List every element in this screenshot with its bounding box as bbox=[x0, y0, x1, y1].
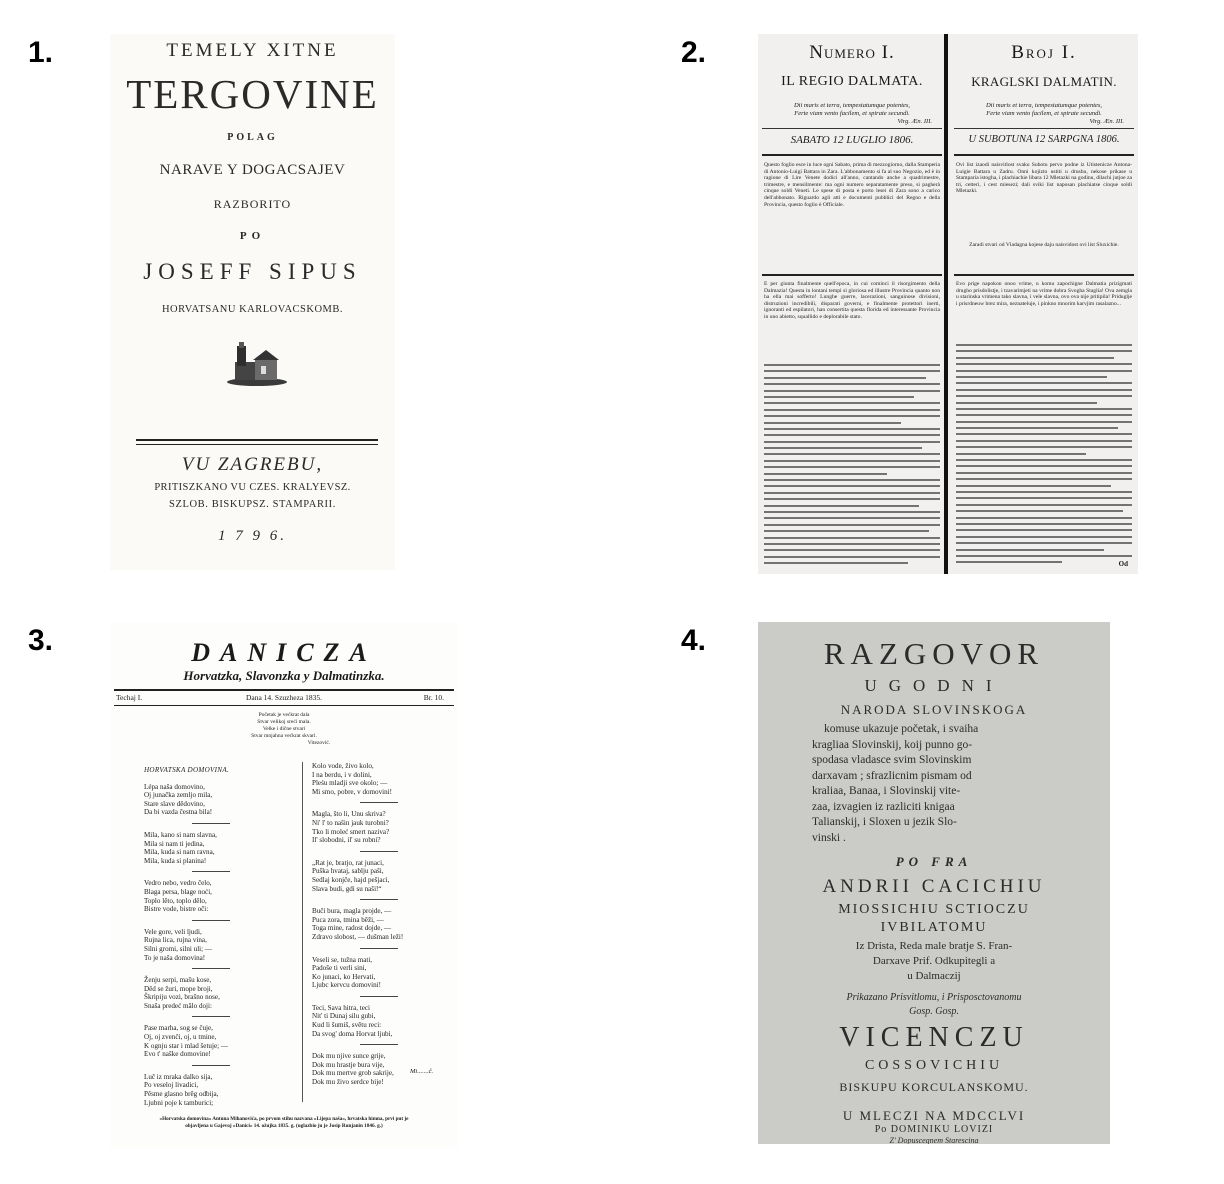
line-razborito: RAZBORITO bbox=[213, 197, 292, 211]
stanza-divider bbox=[360, 1044, 398, 1045]
poem-line: Dok mu njive sunce grije, bbox=[312, 1052, 386, 1061]
column-separator bbox=[944, 34, 948, 574]
poem-line: Slava budi, gdi su naši!“ bbox=[312, 884, 382, 893]
column-croatian bbox=[950, 34, 1138, 574]
stanza-divider bbox=[192, 823, 230, 824]
catchword: Od bbox=[1118, 560, 1128, 568]
body-line: kragliaa Slovinskij, koij punno go- bbox=[812, 738, 973, 751]
motto-source: Virg. Æn. III. bbox=[897, 118, 932, 125]
article-text-body bbox=[764, 364, 940, 569]
poem-stanza bbox=[312, 762, 403, 796]
author-name: JOSEFF SIPUS bbox=[143, 259, 362, 284]
poem-line: Rujna lica, rujna vina, bbox=[144, 936, 207, 945]
numero-heading: Numero I. bbox=[809, 42, 895, 63]
issue-date: Dana 14. Szuzheza 1835. bbox=[245, 693, 322, 702]
title-danicza: DANICZA bbox=[191, 638, 377, 667]
poem-line: Pěsme glasno brěg odbija, bbox=[144, 1090, 219, 1099]
poem-line: Sedlaj konjče, hajd pešjaci, bbox=[312, 875, 390, 884]
printers-emblem-icon bbox=[225, 340, 289, 388]
imprint-line-3: Z' Dopuscegnem Starescina bbox=[889, 1136, 979, 1144]
poem-column-right bbox=[312, 762, 403, 1093]
line-po: PO bbox=[239, 230, 266, 242]
stanza-divider bbox=[360, 851, 398, 852]
poem-line: Ljubni poje k tamburici; bbox=[144, 1098, 214, 1107]
divider-thin bbox=[136, 444, 378, 445]
figure-number-2: 2. bbox=[681, 36, 707, 69]
stanza-divider bbox=[192, 1016, 230, 1017]
title-page-razgovor bbox=[758, 622, 1110, 1144]
stanza-divider bbox=[360, 948, 398, 949]
poem-title: HORVATSKA DOMOVINA. bbox=[144, 766, 230, 774]
poem-line: Silni gromi, silni uli; — bbox=[144, 944, 212, 953]
rule-section bbox=[762, 274, 942, 276]
poem-stanza bbox=[144, 831, 230, 865]
poem-line: Lépa naša domovino, bbox=[144, 782, 205, 791]
subtitle-danicza: Horvatzka, Slavonzka y Dalmatinzka. bbox=[183, 668, 385, 683]
poem-line: Mila, kuda si planina! bbox=[144, 856, 207, 865]
poem-line: Da svog' doma Horvat ljubi, bbox=[312, 1029, 393, 1038]
poem-stanza bbox=[312, 956, 403, 990]
poem-line: Oj junačka zemljo mila, bbox=[144, 791, 213, 800]
line-ugodni: UGODNI bbox=[864, 676, 1004, 695]
epigraph bbox=[110, 712, 458, 747]
article-text-body-right bbox=[956, 344, 1132, 568]
issue-date-right: U SUBOTUNA 12 SARPGNA 1806. bbox=[968, 134, 1120, 145]
poem-line: To je naša domovina! bbox=[144, 953, 206, 962]
line-horvatsanu: HORVATSANU KARLOVACSKOMB. bbox=[161, 304, 344, 315]
motto-line-1: Dii maris et terra, tempestatumque potentes, bbox=[793, 102, 911, 109]
epigraph-line: Početak je većkrat dala bbox=[258, 712, 310, 718]
poem-stanza bbox=[312, 810, 403, 844]
dedication-line-2: Gosp. Gosp. bbox=[909, 1006, 959, 1017]
body-line: komuse ukazuje početak, i svaiha bbox=[824, 723, 979, 735]
figure-number-1: 1. bbox=[28, 36, 54, 69]
line-naroda-slovinskoga: NARODA SLOVINSKOGA bbox=[840, 702, 1028, 717]
poem-line: K ognju star i mlad šetuje; — bbox=[144, 1041, 228, 1050]
rule-above-date-right bbox=[954, 128, 1134, 129]
issue-volume: Techaj I. bbox=[116, 693, 143, 702]
divider-thick bbox=[136, 439, 378, 441]
author-ivbilatomu: IVBILATOMU bbox=[880, 920, 988, 935]
order-line-3: u Dalmaczij bbox=[907, 970, 961, 982]
author-cacichiu: ANDRII CACICHIU bbox=[822, 876, 1046, 897]
poem-line: Magla, što li, Unu skriva? bbox=[312, 810, 386, 819]
stanza-divider bbox=[192, 1065, 230, 1066]
poem-line: I na berdu, i v dolini, bbox=[312, 770, 372, 779]
year: 1 7 9 6. bbox=[218, 528, 287, 544]
imprint-line-2: Po DOMINIKU LOVIZI bbox=[874, 1124, 994, 1135]
epigraph-author: Vitezović. bbox=[307, 740, 331, 746]
poem-line: Stare slave dědovino, bbox=[144, 799, 205, 808]
poem-line: Evo t' naške domovine! bbox=[144, 1050, 211, 1059]
lead-paragraph: E per giunta finalmente quell'epoca, in cui cominci il risorgimento della Dalmazia! Questa in lontani tempi sì gloriosa ed illustre Provincia quanto non ha ella mai sofferto! Lunghe guerre, lacerazioni, sanguinose divisioni, distruzioni incredibili, disparati governi, e finalmente protettori inerti, ignoranti ed espilatori, han consertita questa florida ed interessante Provincia in uno abietto, squallido e deplorabile stato. bbox=[764, 281, 940, 320]
stanza-divider bbox=[360, 996, 398, 997]
poem-line: Luč iz mraka dalko sija, bbox=[144, 1072, 213, 1081]
title-kraglski-dalmatin: KRAGLSKI DALMATIN. bbox=[971, 74, 1117, 89]
intro-paragraph: Questo foglio esce in luce ogni Sabato, prima di mezzogiorno, dalla Stamperia di Antonio-Luigi Battara in Zara. L'abbonamento si fa al suo Negozio, ed è in ragione di Lire Venete dodici all'anno, cantando anche a quadrimestre, trimestre, e mensilmente: ma ogni numero separatamente preso, si pagherà cinque soldi Veneti. Le spese di posta e porto lesei di Zara sono a carico dell'abbonato. Riguardo agli atti e documenti pubblici del Regno e della Provincia, questo foglio è Officiale. bbox=[764, 162, 940, 208]
rule-section-right bbox=[954, 274, 1134, 276]
stanza-divider bbox=[360, 899, 398, 900]
motto-line-2: Ferte viam vento facilem, et spirate secundi. bbox=[794, 110, 910, 117]
line-narave: NARAVE Y DOGACSAJEV bbox=[159, 162, 346, 178]
poem-line: Ni' l' to našin jauk turobni? bbox=[312, 818, 389, 827]
poem-line: Blaga persa, blage noći, bbox=[144, 887, 212, 896]
motto-line-2-right: Ferte viam vento facilem, et spirate secundi. bbox=[986, 110, 1102, 117]
poem-line: Tko li moleć smert naziva? bbox=[312, 827, 390, 836]
dedication-line-1: Prikazano Prisvitlomu, i Prisposctovanomu bbox=[846, 992, 1022, 1003]
printer-line-2: SZLOB. BISKUPSZ. STAMPARII. bbox=[169, 499, 336, 510]
rule-below-date bbox=[762, 154, 942, 156]
motto-source-right: Virg. Æn. III. bbox=[1089, 118, 1124, 125]
stanza-divider bbox=[192, 920, 230, 921]
poem-line: Po veseloj livadici, bbox=[144, 1081, 199, 1090]
imprint-line-1: U MLECZI NA MDCCLVI bbox=[842, 1108, 1026, 1123]
body-line: darxavam ; sfrazlicnim pismam od bbox=[812, 769, 972, 782]
stanza-divider bbox=[192, 871, 230, 872]
poem-line: Mila si nam ti jedina, bbox=[144, 839, 205, 848]
motto-line-1-right: Dii maris et terra, tempestatumque potentes, bbox=[985, 102, 1103, 109]
line-biskupu: BISKUPU KORCULANSKOMU. bbox=[839, 1080, 1029, 1094]
body-line: kraliaa, Banaa, i Slovinskij vite- bbox=[812, 785, 961, 797]
poem-line: Teci, Sava hitra, teci bbox=[312, 1003, 370, 1012]
line-polag: POLAG bbox=[227, 132, 278, 143]
body-line: Talianskij, i Sloxen u jezik Slo- bbox=[812, 816, 957, 828]
masthead-rule-bottom bbox=[114, 705, 454, 706]
descriptive-body bbox=[812, 722, 978, 846]
poem-line: Kud li šumiš, světu reci: bbox=[312, 1021, 382, 1030]
poem-line: Škripiju vozi, brašno nose, bbox=[144, 993, 220, 1002]
epigraph-line: Stvar mnjahna većkrat skvari. bbox=[251, 733, 317, 739]
place-vu-zagrebu: VU ZAGREBU, bbox=[181, 454, 324, 475]
masthead-rule-top bbox=[114, 689, 454, 691]
issue-date: SABATO 12 LUGLIO 1806. bbox=[790, 134, 914, 146]
broj-heading: Broj I. bbox=[1011, 42, 1077, 63]
poem-line: Děd se žuri, mope broji, bbox=[144, 984, 213, 993]
title-razgovor: RAZGOVOR bbox=[823, 636, 1045, 671]
name-vicenczu: VICENCZU bbox=[839, 1022, 1029, 1053]
poem-line: Pleśu mladji sve okolo; — bbox=[312, 779, 388, 788]
poem-stanza bbox=[312, 907, 403, 941]
rule-above-date bbox=[762, 128, 942, 129]
author-miossichiu: MIOSSICHIU SCTIOCZU bbox=[838, 902, 1030, 917]
poem-line: Toplo lěto, toplo dělo, bbox=[144, 896, 207, 905]
issue-number: Br. 10. bbox=[423, 693, 444, 702]
poem-line: Dok mu mertve grob sakrije, bbox=[312, 1069, 394, 1078]
poem-line: Mila, kuda si nam ravna, bbox=[144, 848, 215, 857]
poem-line: Pase marha, sog se čuje, bbox=[144, 1024, 213, 1033]
poem-line: Ljubc kervcu domovini! bbox=[312, 981, 381, 990]
poem-line: Dok mu živo serdce bije! bbox=[312, 1078, 384, 1087]
poem-line: Buči bura, magla projde, — bbox=[312, 907, 392, 916]
rule-below-date-right bbox=[954, 154, 1134, 156]
poem-stanza bbox=[312, 1052, 403, 1086]
poem-line: Mila, kano si nam slavna, bbox=[144, 830, 217, 839]
stanza-divider bbox=[192, 968, 230, 969]
epigraph-line: Velke i dične stvari bbox=[262, 726, 306, 732]
figure-number-3: 3. bbox=[28, 624, 54, 657]
footnote: »Horvatska domovina« Antuna Mihanovića, po prvom stihu nazvana »Lijepa naša«, hrvatska himna, prvi put je objavljena u Gajevoj »Danici« 14. ožujka 1835. g. (uglazbio ju je Josip Runjanin 1846. g.) bbox=[159, 1116, 409, 1129]
stanza-divider bbox=[360, 802, 398, 803]
title-regio-dalmata: IL REGIO DALMATA. bbox=[781, 74, 923, 89]
body-line: vinski . bbox=[812, 831, 846, 844]
poem-line: Veseli se, tužna mati, bbox=[312, 955, 373, 964]
newspaper-danicza bbox=[110, 622, 458, 1148]
poem-line: Puška hvataj, sablju paši, bbox=[312, 867, 384, 876]
poem-line: Ženju serpi, mašu kose, bbox=[144, 976, 212, 985]
poem-line: Snaša predeć mălo doji: bbox=[144, 1001, 212, 1010]
poem-line: Il' slobodni, il' su robni? bbox=[312, 836, 381, 845]
order-line-1: Iz Drista, Reda male bratje S. Fran- bbox=[855, 940, 1013, 952]
poem-line: Padoše ti verli sini, bbox=[312, 964, 367, 973]
poem-line: „Rat je, bratjo, rat junaci, bbox=[312, 858, 384, 867]
poem-line: Ko junaci, ko Hervati, bbox=[312, 972, 376, 981]
poem-line: Puca zora, tmina běži, — bbox=[312, 915, 384, 924]
body-line: zaa, izvagien iz razliciti knigaa bbox=[812, 800, 955, 813]
poem-signature: Mi.......č. bbox=[410, 1068, 434, 1075]
name-cossovichiu: COSSOVICHIU bbox=[864, 1058, 1004, 1073]
poem-column-left bbox=[144, 766, 230, 1113]
order-line-2: Darxave Prif. Odkupitegli a bbox=[872, 955, 996, 967]
line-temely-xitne: TEMELY XITNE bbox=[166, 40, 339, 61]
body-line: spodasa vladasce svim Slovinskim bbox=[812, 754, 972, 766]
printer-line-1: PRITISZKANO VU CZES. KRALYEVSZ. bbox=[154, 482, 351, 493]
poem-line: Oj, oj zvenči, oj, u tmine, bbox=[144, 1033, 217, 1042]
newspaper-regio-dalmata bbox=[758, 34, 1138, 574]
title-tergovine: TERGOVINE bbox=[126, 71, 379, 117]
poem-line: Nit' ti Dunaj silu gubi, bbox=[312, 1012, 376, 1021]
poem-stanza bbox=[144, 1073, 230, 1107]
poem-line: Vele gore, veli ljudi, bbox=[144, 927, 202, 936]
poem-stanza bbox=[312, 859, 403, 893]
lead-paragraph-right: Evo prige napokon onoo vrime, u komu zapochigne Dalmatia prizigmati drugho prisdolistje, i tzavarimjeti na vrime dobra Svogha Staglia! Ova zemgla u starinska vrimena tako slavna, i vele slavna, ovo ova nije pritipila! Priduglje i prisrdneuw brez mira, neznateluje, i pinkno mnorim karvjim rasalazno... bbox=[956, 281, 1132, 307]
poem-line: Toga mine, radost dojde, — bbox=[312, 924, 392, 933]
poem-line: Zdravo slobost, — dušman leži! bbox=[312, 932, 404, 941]
poem-stanza bbox=[144, 1024, 230, 1058]
poem-stanza bbox=[144, 976, 230, 1010]
poem-stanza bbox=[144, 928, 230, 962]
line-po-fra: PO FRA bbox=[895, 854, 973, 869]
title-page-tergovine bbox=[110, 34, 395, 570]
poem-stanza bbox=[312, 1004, 403, 1038]
poem-line: Vedro nebo, vedro čelo, bbox=[144, 879, 212, 888]
poem-stanza bbox=[144, 783, 230, 817]
poem-line: Bistre vode, bistre oči: bbox=[144, 905, 209, 914]
column-divider bbox=[302, 762, 303, 1102]
epigraph-line: Stvar velikoj sreći mala. bbox=[257, 719, 311, 725]
figure-number-4: 4. bbox=[681, 624, 707, 657]
poem-stanza bbox=[144, 879, 230, 913]
poem-line: Dok mu hrastje bura vije, bbox=[312, 1060, 385, 1069]
poem-line: Da bi vazda čestna bila! bbox=[144, 808, 213, 817]
intro-paragraph-right: Ovi list izaodi naisvitlost svaku Subotu pervo podne iz Utistenicze Antona-Luigie Battara u Zadru. Onni kojizto ustiti u drusbu, nekose prikase u Stamparia istogha, i plachiachie libara 12 Mletazki na godinu, dilachi jutjoe za tri, cetteri, i cest miesezi; dali sviki list naposan plachiatse cinque soldi Mletazki. bbox=[956, 162, 1132, 195]
poem-line: Mi smo, pobre, v domovini! bbox=[312, 787, 392, 796]
intro-note-right: Zaradi stvari od Vladagna kojese daju naisvidost ovi list Sluxichie. bbox=[969, 242, 1119, 248]
column-italian bbox=[758, 34, 946, 574]
poem-line: Kolo vode, živo kolo, bbox=[312, 762, 374, 770]
